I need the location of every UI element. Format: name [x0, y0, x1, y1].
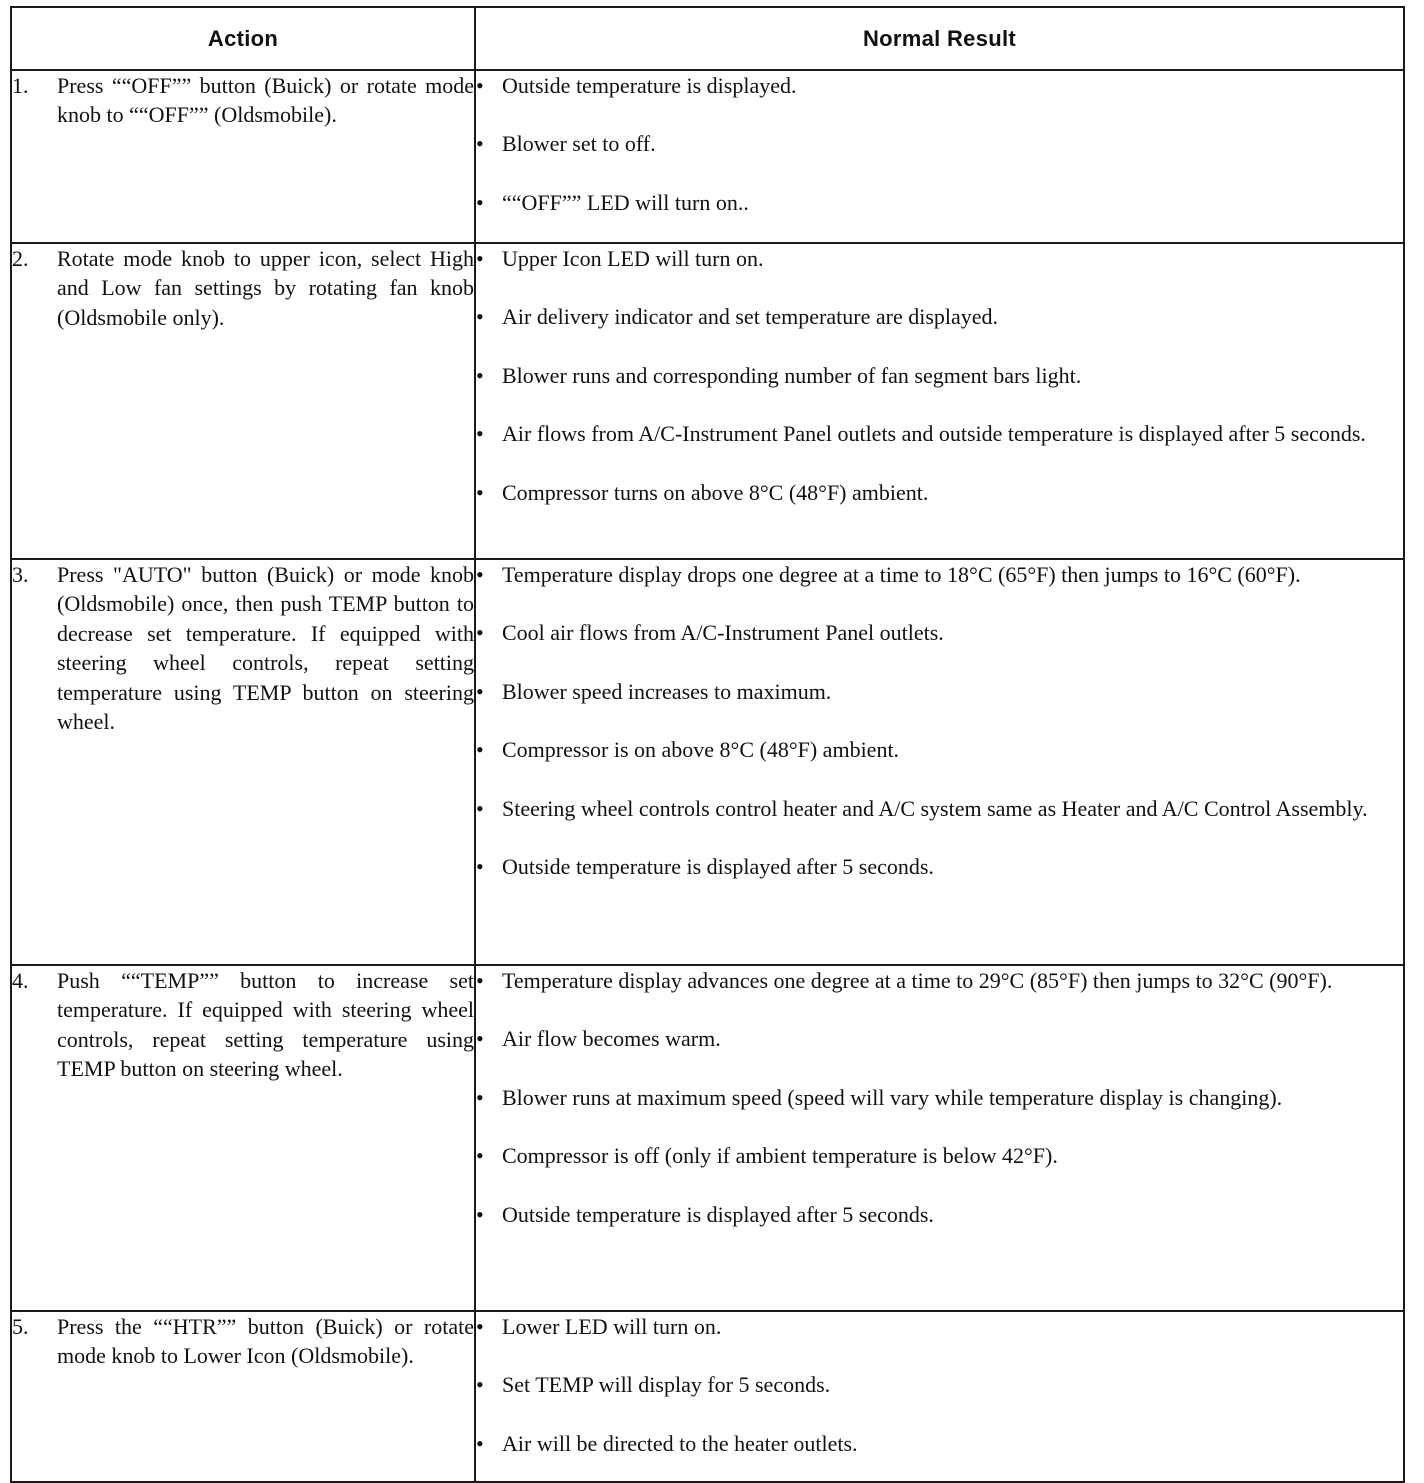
- table-row: [11, 965, 1404, 1311]
- list-item: [476, 188, 1403, 217]
- result-text: Air delivery indicator and set temperature are displayed.: [502, 304, 999, 330]
- action-text: Push ““TEMP”” button to increase set temperature. If equipped with steering wheel controls, repeat setting temperature using TEMP button on steering wheel.: [57, 968, 474, 1082]
- list-item: [476, 478, 1403, 507]
- bullet-icon: •: [476, 304, 484, 330]
- list-item: [476, 1083, 1403, 1112]
- result-text: Air flows from A/C-Instrument Panel outlets and outside temperature is displayed after 5 seconds.: [502, 421, 1366, 447]
- list-item: [476, 852, 1403, 881]
- table-row: [11, 243, 1404, 559]
- bullet-icon: •: [476, 1314, 484, 1339]
- bullet-icon: •: [476, 620, 484, 646]
- list-item: [476, 1200, 1403, 1229]
- step-number: 5.: [12, 1314, 29, 1339]
- table-row: [11, 70, 1404, 243]
- bullet-icon: •: [476, 131, 484, 157]
- action-cell: [11, 1311, 475, 1482]
- action-cell: [11, 70, 475, 243]
- result-text: Lower LED will turn on.: [502, 1314, 722, 1339]
- bullet-icon: •: [476, 1026, 484, 1052]
- bullet-icon: •: [476, 1143, 484, 1169]
- bullet-icon: •: [476, 246, 484, 271]
- bullet-icon: •: [476, 1201, 484, 1227]
- table-row: [11, 559, 1404, 965]
- bullet-icon: •: [476, 73, 484, 98]
- result-cell: [475, 243, 1404, 559]
- list-item: [476, 1024, 1403, 1053]
- header-row: [11, 7, 1404, 70]
- list-item: [476, 677, 1403, 706]
- bullet-icon: •: [476, 737, 484, 763]
- list-item: [476, 794, 1403, 823]
- table-row: [11, 1311, 1404, 1482]
- result-text: Air flow becomes warm.: [502, 1026, 721, 1052]
- action-cell: [11, 243, 475, 559]
- step-number: 4.: [12, 968, 29, 993]
- list-item: [476, 1312, 1403, 1341]
- result-text: Blower runs at maximum speed (speed will vary while temperature display is changing).: [502, 1084, 1283, 1110]
- result-cell: [475, 1311, 1404, 1482]
- result-text: Outside temperature is displayed.: [502, 73, 797, 98]
- bullet-icon: •: [476, 362, 484, 388]
- result-text: Outside temperature is displayed after 5 seconds.: [502, 854, 934, 880]
- list-item: [476, 361, 1403, 390]
- action-header: Action: [11, 7, 475, 70]
- bullet-icon: •: [476, 421, 484, 447]
- action-cell: [11, 559, 475, 965]
- result-text: Temperature display drops one degree at a time to 18°C (65°F) then jumps to 16°C (60°F).: [502, 562, 1301, 587]
- step-number: 2.: [12, 246, 29, 271]
- result-text: Compressor turns on above 8°C (48°F) ambient.: [502, 479, 929, 505]
- bullet-icon: •: [476, 189, 484, 215]
- list-item: [476, 560, 1403, 589]
- normal-result-header: Normal Result: [475, 7, 1404, 70]
- result-text: Set TEMP will display for 5 seconds.: [502, 1372, 831, 1398]
- result-text: Blower speed increases to maximum.: [502, 678, 832, 704]
- result-text: Blower set to off.: [502, 131, 656, 157]
- list-item: [476, 244, 1403, 273]
- result-text: Upper Icon LED will turn on.: [502, 246, 764, 271]
- result-cell: [475, 965, 1404, 1311]
- list-item: [476, 302, 1403, 331]
- result-text: Outside temperature is displayed after 5 seconds.: [502, 1201, 934, 1227]
- result-text: Air will be directed to the heater outlets.: [502, 1430, 858, 1456]
- list-item: [476, 618, 1403, 647]
- bullet-icon: •: [476, 1430, 484, 1456]
- result-text: Steering wheel controls control heater and A/C system same as Heater and A/C Control Assembly.: [502, 795, 1368, 821]
- result-text: Cool air flows from A/C-Instrument Panel outlets.: [502, 620, 944, 646]
- action-cell: [11, 965, 475, 1311]
- bullet-icon: •: [476, 854, 484, 880]
- bullet-icon: •: [476, 1084, 484, 1110]
- diagnostic-table: [10, 6, 1405, 1483]
- list-item: [476, 735, 1403, 764]
- step-number: 1.: [12, 73, 29, 98]
- bullet-icon: •: [476, 795, 484, 821]
- list-item: [476, 129, 1403, 158]
- result-cell: [475, 70, 1404, 243]
- bullet-icon: •: [476, 968, 484, 993]
- result-text: ““OFF”” LED will turn on..: [502, 189, 749, 215]
- result-cell: [475, 559, 1404, 965]
- list-item: [476, 1141, 1403, 1170]
- list-item: [476, 1429, 1403, 1458]
- action-text: Press "AUTO" button (Buick) or mode knob (Oldsmobile) once, then push TEMP button to decrease set temperature. If equipped with steering wheel controls, repeat setting temperature using TEMP button on steering wheel.: [57, 562, 474, 735]
- result-text: Compressor is off (only if ambient temperature is below 42°F).: [502, 1143, 1058, 1169]
- list-item: [476, 966, 1403, 995]
- list-item: [476, 419, 1403, 448]
- list-item: [476, 71, 1403, 100]
- action-text: Rotate mode knob to upper icon, select High and Low fan settings by rotating fan knob (Oldsmobile only).: [57, 246, 474, 330]
- result-text: Blower runs and corresponding number of fan segment bars light.: [502, 362, 1082, 388]
- bullet-icon: •: [476, 678, 484, 704]
- result-text: Compressor is on above 8°C (48°F) ambient.: [502, 737, 900, 763]
- step-number: 3.: [12, 562, 29, 587]
- list-item: [476, 1370, 1403, 1399]
- result-text: Temperature display advances one degree at a time to 29°C (85°F) then jumps to 32°C (90°F).: [502, 968, 1333, 993]
- bullet-icon: •: [476, 1372, 484, 1398]
- action-text: Press ““OFF”” button (Buick) or rotate mode knob to ““OFF”” (Oldsmobile).: [57, 73, 474, 128]
- action-text: Press the ““HTR”” button (Buick) or rotate mode knob to Lower Icon (Oldsmobile).: [57, 1314, 474, 1369]
- bullet-icon: •: [476, 562, 484, 587]
- bullet-icon: •: [476, 479, 484, 505]
